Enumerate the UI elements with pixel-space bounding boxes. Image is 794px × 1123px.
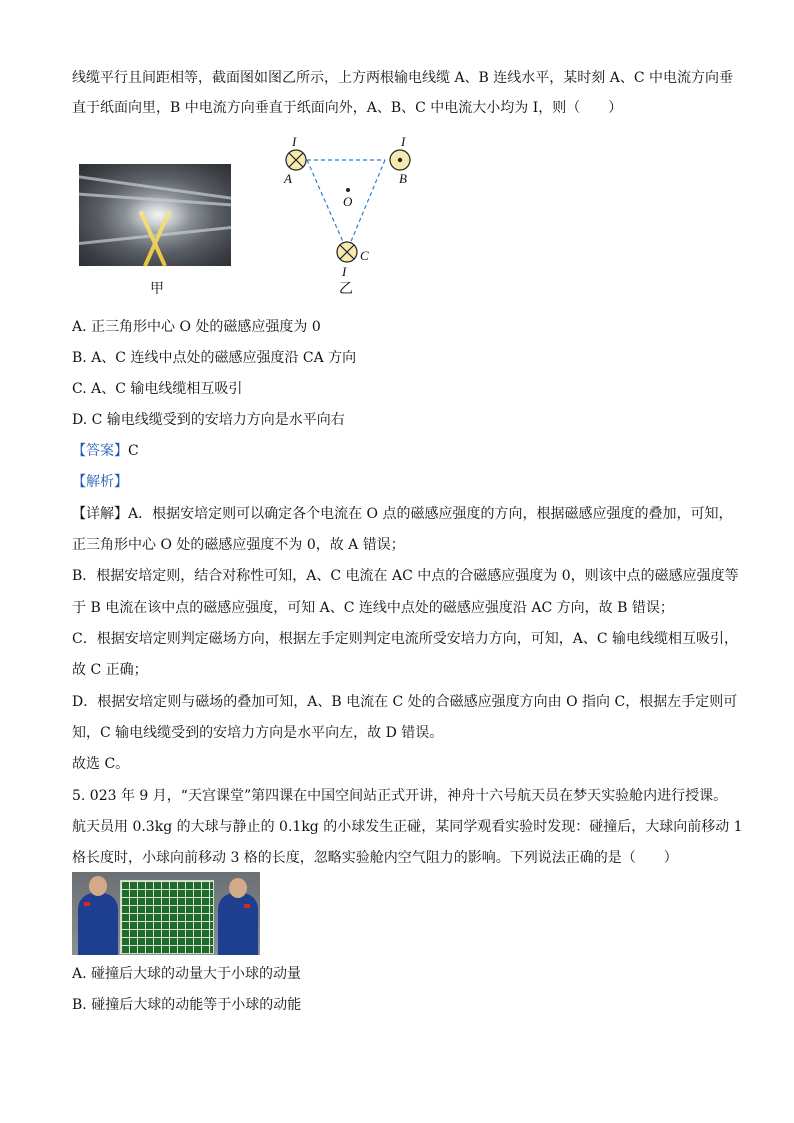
figure-jia-caption: 甲 [150,281,164,297]
analysis-tag: 【解析】 [72,474,128,490]
q5-option-b: B. 碰撞后大球的动能等于小球的动能 [72,997,302,1013]
cable-c-into-page-icon [337,242,357,262]
label-point-a: A [284,171,292,186]
tunnel-photo [79,164,231,266]
cable-a-into-page-icon [286,150,306,170]
label-current-c: I [342,264,347,279]
q4-option-a: A. 正三角形中心 O 处的磁感应强度为 0 [72,319,321,335]
q4-stem-line-2: 直于纸面向里，B 中电流方向垂直于纸面向外，A、B、C 中电流大小均为 I，则（ ） [72,100,623,116]
grid-board [120,880,214,954]
detail-line-5: C．根据安培定则判定磁场方向，根据左手定则判定电流所受安培力方向，可知，A、C 输电线缆相互吸引， [72,631,738,647]
q5-stem-line-3: 格长度时，小球向前移动 3 格的长度，忽略实验舱内空气阻力的影响。下列说法正确的是（ ） [72,850,678,866]
answer-tag: 【答案】 [72,443,128,459]
answer-value: C [128,443,139,459]
detail-line-1 [72,504,733,524]
q4-option-d: D. C 输电线缆受到的安培力方向是水平向右 [72,412,345,428]
answer-line [72,441,139,461]
label-point-b: B [399,171,407,186]
q5-stem-line-2: 航天员用 0.3kg 的大球与静止的 0.1kg 的小球发生正碰，某同学观看实验时发现：碰撞后，大球向前移动 1 [72,819,743,835]
astronaut-left-head [89,876,107,896]
q5-option-a: A. 碰撞后大球的动量大于小球的动量 [72,966,302,982]
detail-line-2: 正三角形中心 O 处的磁感应强度不为 0，故 A 错误； [72,537,405,553]
detail-line-3: B．根据安培定则，结合对称性可知，A、C 电流在 AC 中点的合磁感应强度为 0，则该中点的磁感应强度等 [72,568,739,584]
q4-stem-line-1: 线缆平行且间距相等，截面图如图乙所示，上方两根输电线缆 A、B 连线水平，某时刻 A、C 中电流方向垂 [72,70,734,86]
flag-patch-right [244,904,250,908]
detail-line-4: 于 B 电流在该中点的磁感应强度，可知 A、C 连线中点处的磁感应强度沿 AC 方向，故 B 错误； [72,600,674,616]
detail-line-6: 故 C 正确； [72,662,148,678]
detail-text-1: A．根据安培定则可以确定各个电流在 O 点的磁感应强度的方向，根据磁感应强度的叠加，可知， [128,506,733,522]
q5-stem-line-1: 5. 023 年 9 月，“天宫课堂”第四课在中国空间站正式开讲，神舟十六号航天员在梦天实验舱内进行授课。 [72,788,728,804]
center-point-o [346,188,350,192]
astronaut-right [218,893,258,955]
label-current-a: I [292,134,297,149]
q4-option-b: B. A、C 连线中点处的磁感应强度沿 CA 方向 [72,350,357,366]
space-lesson-photo [72,872,260,955]
cable-b-out-of-page-icon [390,150,410,170]
detail-line-8: 知，C 输电线缆受到的安培力方向是水平向左，故 D 错误。 [72,725,444,741]
label-point-o: O [343,194,353,209]
label-point-c: C [360,248,369,263]
detail-tag: 【详解】 [72,506,128,522]
flag-patch-left [84,902,90,906]
label-current-b: I [401,134,406,149]
figure-yi-caption: 乙 [339,281,353,297]
detail-line-7: D．根据安培定则与磁场的叠加可知，A、B 电流在 C 处的合磁感应强度方向由 O 指向 C，根据左手定则可 [72,694,738,710]
astronaut-right-head [229,878,247,898]
detail-line-9: 故选 C。 [72,756,130,772]
q4-option-c: C. A、C 输电线缆相互吸引 [72,381,243,397]
